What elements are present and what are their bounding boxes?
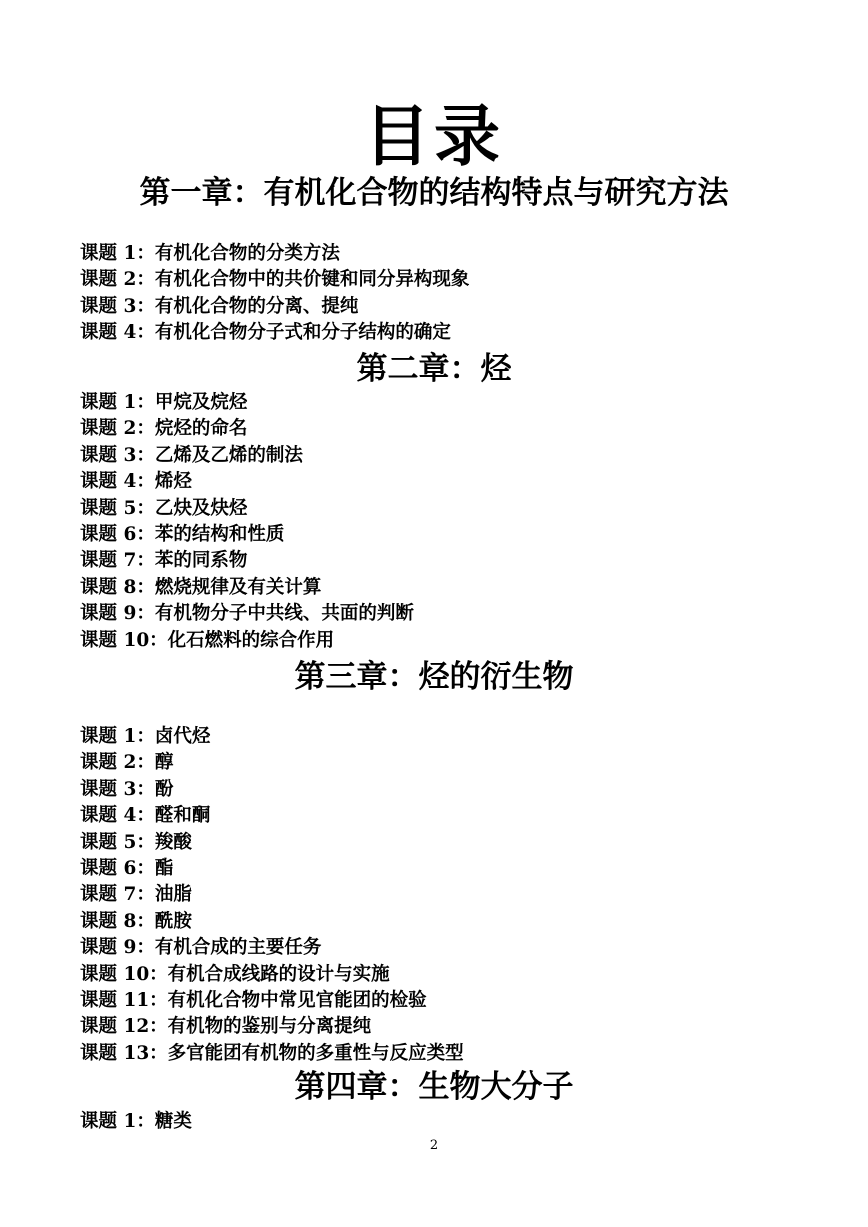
lesson-item: 课题 13：多官能团有机物的多重性与反应类型 bbox=[80, 1042, 464, 1064]
chapter-heading: 第四章：生物大分子 bbox=[294, 1069, 574, 1105]
lesson-item: 课题 1：甲烷及烷烃 bbox=[80, 392, 248, 413]
lesson-item: 课题 11：有机化合物中常见官能团的检验 bbox=[80, 989, 427, 1011]
lesson-item: 课题 3：酚 bbox=[80, 778, 174, 800]
lesson-item: 课题 9：有机物分子中共线、共面的判断 bbox=[80, 603, 414, 625]
lesson-item: 课题 1：有机化合物的分类方法 bbox=[80, 243, 340, 264]
lesson-item: 课题 4：有机化合物分子式和分子结构的确定 bbox=[80, 322, 451, 344]
page-title: 目录 bbox=[364, 97, 504, 175]
chapter-heading: 第一章：有机化合物的结构特点与研究方法 bbox=[139, 175, 729, 211]
lesson-item: 课题 4：烯烃 bbox=[80, 471, 192, 493]
lesson-item: 课题 10：化石燃料的综合作用 bbox=[80, 629, 335, 651]
lesson-item: 课题 1：卤代烃 bbox=[80, 726, 211, 747]
lesson-item: 课题 2：醇 bbox=[80, 752, 174, 774]
lesson-item: 课题 9：有机合成的主要任务 bbox=[80, 937, 322, 959]
lesson-item: 课题 6：苯的结构和性质 bbox=[80, 523, 285, 545]
lesson-item: 课题 5：乙炔及炔烃 bbox=[80, 497, 248, 519]
lesson-item: 课题 8：酰胺 bbox=[80, 910, 192, 932]
chapter-heading: 第二章：烃 bbox=[356, 351, 512, 387]
lesson-list bbox=[80, 241, 469, 347]
lesson-list bbox=[80, 390, 414, 654]
lesson-item: 课题 4：醛和酮 bbox=[80, 805, 211, 827]
chapter-heading: 第三章：烃的衍生物 bbox=[294, 659, 574, 695]
lesson-item: 课题 6：酯 bbox=[80, 857, 174, 879]
lesson-list bbox=[80, 724, 464, 1067]
lesson-item: 课题 8：燃烧规律及有关计算 bbox=[80, 576, 322, 598]
lesson-item: 课题 5：羧酸 bbox=[80, 831, 192, 853]
lesson-item: 课题 3：乙烯及乙烯的制法 bbox=[80, 444, 303, 466]
lesson-item: 课题 7：油脂 bbox=[80, 884, 192, 906]
lesson-item: 课题 2：有机化合物中的共价键和同分异构现象 bbox=[80, 269, 470, 291]
lesson-item: 课题 10：有机合成线路的设计与实施 bbox=[80, 963, 390, 985]
lesson-item: 课题 12：有机物的鉴别与分离提纯 bbox=[80, 1016, 372, 1038]
lesson-item: 课题 3：有机化合物的分离、提纯 bbox=[80, 295, 359, 317]
lesson-item: 课题 2：烷烃的命名 bbox=[80, 418, 248, 440]
lesson-item: 课题 7：苯的同系物 bbox=[80, 550, 248, 572]
page-number: 2 bbox=[429, 1138, 439, 1153]
lesson-item: 课题 1：糖类 bbox=[80, 1111, 192, 1132]
lesson-list bbox=[80, 1109, 192, 1135]
